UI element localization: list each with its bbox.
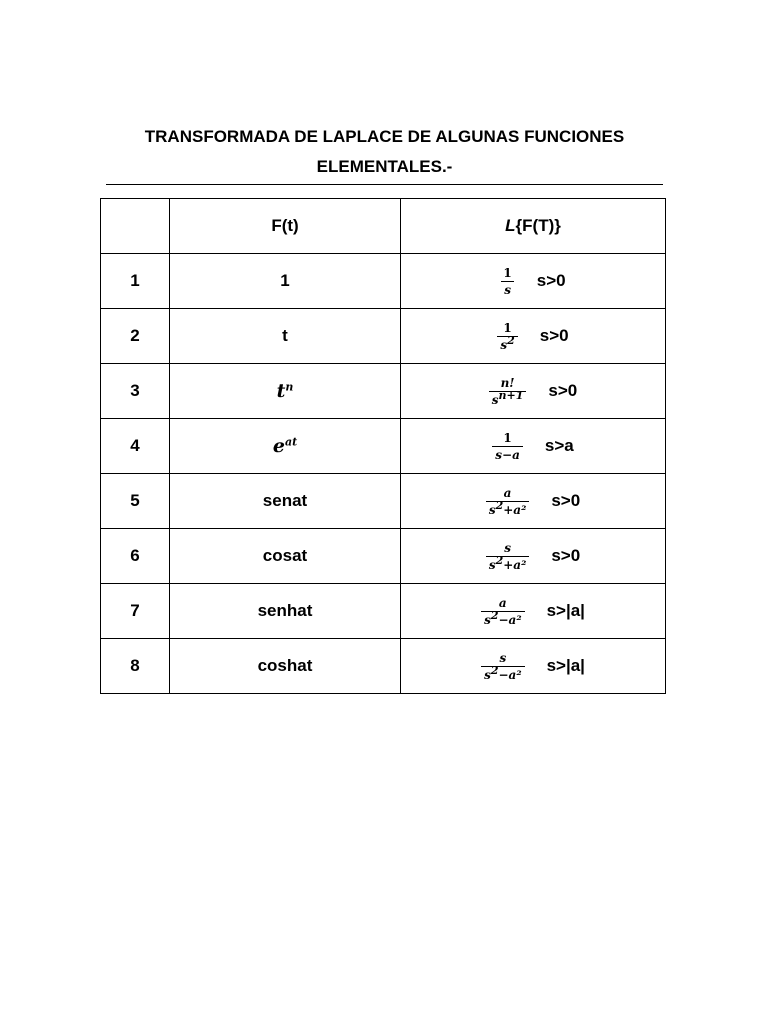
- row-transform: [401, 254, 666, 309]
- denominator-rest: −a²: [498, 612, 522, 627]
- denominator-base: s: [488, 557, 496, 572]
- function-text: coshat: [257, 656, 313, 675]
- fraction-numerator: 1: [503, 320, 512, 335]
- convergence-condition: s>0: [548, 381, 578, 400]
- row-index: 4: [101, 419, 170, 474]
- denominator-base: s: [484, 667, 491, 682]
- denominator-base: s: [500, 337, 508, 352]
- fraction-denominator: [481, 663, 525, 682]
- row-transform: [401, 529, 666, 584]
- convergence-condition: s>0: [551, 546, 581, 565]
- convergence-condition: s>0: [551, 491, 581, 510]
- denominator-base: s−a: [495, 447, 520, 462]
- function-exponent: at: [284, 435, 298, 449]
- fraction-denominator: [486, 553, 530, 572]
- row-function: [170, 584, 401, 639]
- row-function: [170, 364, 401, 419]
- denominator-base: s: [504, 282, 511, 297]
- convergence-condition: s>|a|: [546, 601, 585, 620]
- function-exponent: n: [285, 380, 294, 394]
- table-row: [101, 474, 666, 529]
- fraction-numerator: n!: [500, 375, 515, 390]
- title-underline: [106, 184, 663, 185]
- convergence-condition: s>a: [544, 436, 574, 455]
- denominator-rest: +a²: [503, 502, 527, 517]
- row-transform: [401, 584, 666, 639]
- row-index: 2: [101, 309, 170, 364]
- fraction-numerator: a: [498, 595, 507, 610]
- title-line-2: ELEMENTALES.-: [316, 157, 453, 176]
- laplace-table: [100, 198, 666, 694]
- row-function: [170, 529, 401, 584]
- table-row: [101, 364, 666, 419]
- function-text: senat: [262, 491, 308, 510]
- denominator-exponent: 2: [507, 333, 515, 347]
- fraction-numerator: a: [503, 485, 512, 500]
- denominator-base: s: [488, 502, 496, 517]
- fraction-numerator: 1: [503, 265, 512, 280]
- row-function: [170, 254, 401, 309]
- table-row: [101, 529, 666, 584]
- row-transform: [401, 419, 666, 474]
- row-transform: [401, 309, 666, 364]
- denominator-exponent: 2: [495, 553, 504, 567]
- table-header-row: [101, 199, 666, 254]
- header-function: F(t): [170, 199, 401, 254]
- denominator-base: s: [491, 392, 499, 407]
- function-text: cosat: [262, 546, 308, 565]
- fraction-denominator: [489, 388, 527, 407]
- denominator-exponent: n+1: [498, 388, 524, 402]
- header-index: [101, 199, 170, 254]
- row-index: 3: [101, 364, 170, 419]
- row-transform: [401, 639, 666, 694]
- row-transform: [401, 474, 666, 529]
- transform-fraction: [486, 486, 530, 517]
- transform-fraction: [481, 596, 525, 627]
- denominator-base: s: [484, 612, 491, 627]
- function-base: t: [276, 380, 286, 402]
- fraction-denominator: [492, 446, 523, 462]
- title-line-1: TRANSFORMADA DE LAPLACE DE ALGUNAS FUNCIONES: [144, 127, 625, 146]
- fraction-numerator: s: [499, 650, 507, 665]
- row-index: 8: [101, 639, 170, 694]
- row-index: 6: [101, 529, 170, 584]
- transform-fraction: [497, 321, 517, 352]
- row-index: 7: [101, 584, 170, 639]
- row-function: [170, 419, 401, 474]
- transform-fraction: [489, 376, 527, 407]
- row-index: 1: [101, 254, 170, 309]
- convergence-condition: s>0: [536, 271, 566, 290]
- denominator-rest: −a²: [498, 667, 522, 682]
- document-title: [106, 122, 663, 182]
- table-row: [101, 309, 666, 364]
- fraction-numerator: 1: [503, 430, 512, 445]
- laplace-symbol: L: [505, 216, 516, 235]
- denominator-exponent: 2: [495, 498, 504, 512]
- denominator-rest: +a²: [503, 557, 527, 572]
- row-index: 5: [101, 474, 170, 529]
- row-function: [170, 474, 401, 529]
- convergence-condition: s>0: [539, 326, 569, 345]
- table-row: [101, 419, 666, 474]
- function-text: 1: [280, 271, 290, 290]
- function-text: senhat: [257, 601, 313, 620]
- table-row: [101, 584, 666, 639]
- function-text: t: [282, 326, 288, 345]
- fraction-denominator: [481, 608, 525, 627]
- transform-fraction: [492, 431, 523, 462]
- fraction-denominator: [497, 333, 517, 352]
- transform-fraction: [486, 541, 530, 572]
- table-row: [101, 639, 666, 694]
- function-base: e: [272, 435, 285, 457]
- fraction-denominator: [486, 498, 530, 517]
- denominator-exponent: 2: [490, 663, 499, 677]
- transform-fraction: [500, 266, 514, 297]
- fraction-numerator: s: [504, 540, 511, 555]
- denominator-exponent: 2: [490, 608, 499, 622]
- header-transform: [401, 199, 666, 254]
- table-row: [101, 254, 666, 309]
- fraction-denominator: [501, 281, 514, 297]
- convergence-condition: s>|a|: [546, 656, 585, 675]
- transform-fraction: [481, 651, 525, 682]
- row-transform: [401, 364, 666, 419]
- laplace-argument: {F(T)}: [515, 216, 561, 235]
- row-function: [170, 309, 401, 364]
- row-function: [170, 639, 401, 694]
